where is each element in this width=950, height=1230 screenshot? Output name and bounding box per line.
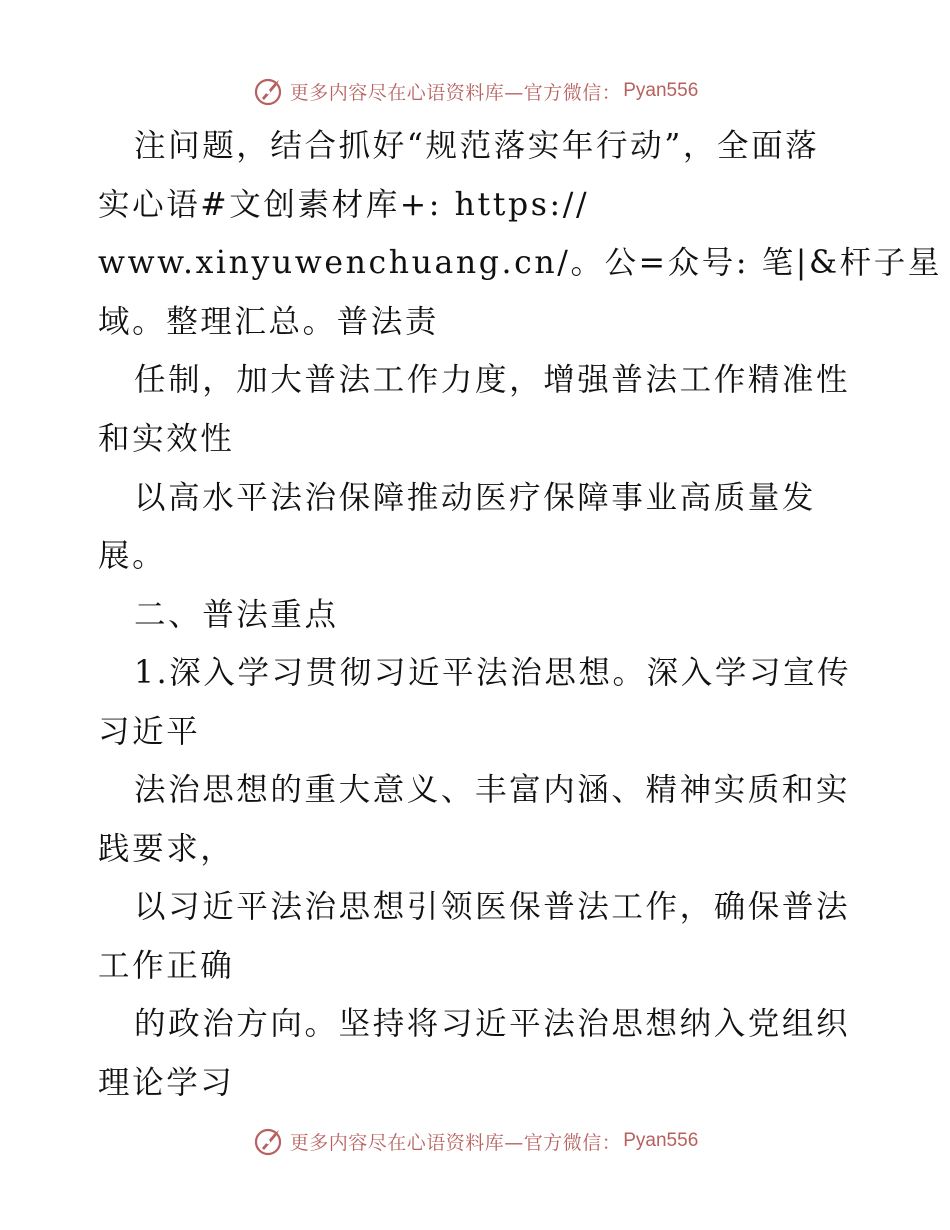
section-heading: 二、普法重点 xyxy=(134,597,339,633)
text-line: 践要求， xyxy=(98,831,235,867)
text-line: 理论学习 xyxy=(98,1065,235,1101)
text-line: 以习近平法治思想引领医保普法工作，确保普法 xyxy=(134,889,851,925)
banner-wechat-id: Pyan556 xyxy=(623,80,699,101)
pen-nib-logo-icon xyxy=(252,1124,286,1158)
footer-watermark-banner xyxy=(0,1121,950,1161)
text-line: 和实效性 xyxy=(98,421,235,457)
text-line: 法治思想的重大意义、丰富内涵、精神实质和实 xyxy=(134,772,851,808)
text-line: www.xinyuwenchuang.cn/。公=众号: 笔|&杆子星 xyxy=(98,245,942,281)
text-line: 的政治方向。坚持将习近平法治思想纳入党组织 xyxy=(134,1006,851,1042)
banner-text: 更多内容尽在心语资料库—官方微信： xyxy=(289,1131,622,1154)
banner-text: 更多内容尽在心语资料库—官方微信： xyxy=(289,81,622,104)
text-line: 任制，加大普法工作力度，增强普法工作精准性 xyxy=(134,362,851,398)
text-line: 工作正确 xyxy=(98,948,235,984)
text-line: 1.深入学习贯彻习近平法治思想。深入学习宣传 xyxy=(134,655,852,691)
text-line: 实心语#文创素材库+: https:// xyxy=(98,187,590,223)
text-line: 域。整理汇总。普法责 xyxy=(98,304,440,340)
text-line: 注问题，结合抓好“规范落实年行动”，全面落 xyxy=(134,128,820,164)
text-line: 以高水平法治保障推动医疗保障事业高质量发 xyxy=(134,480,817,516)
text-line: 习近平 xyxy=(98,714,201,750)
banner-wechat-id: Pyan556 xyxy=(623,1130,699,1151)
text-line: 展。 xyxy=(98,538,167,574)
